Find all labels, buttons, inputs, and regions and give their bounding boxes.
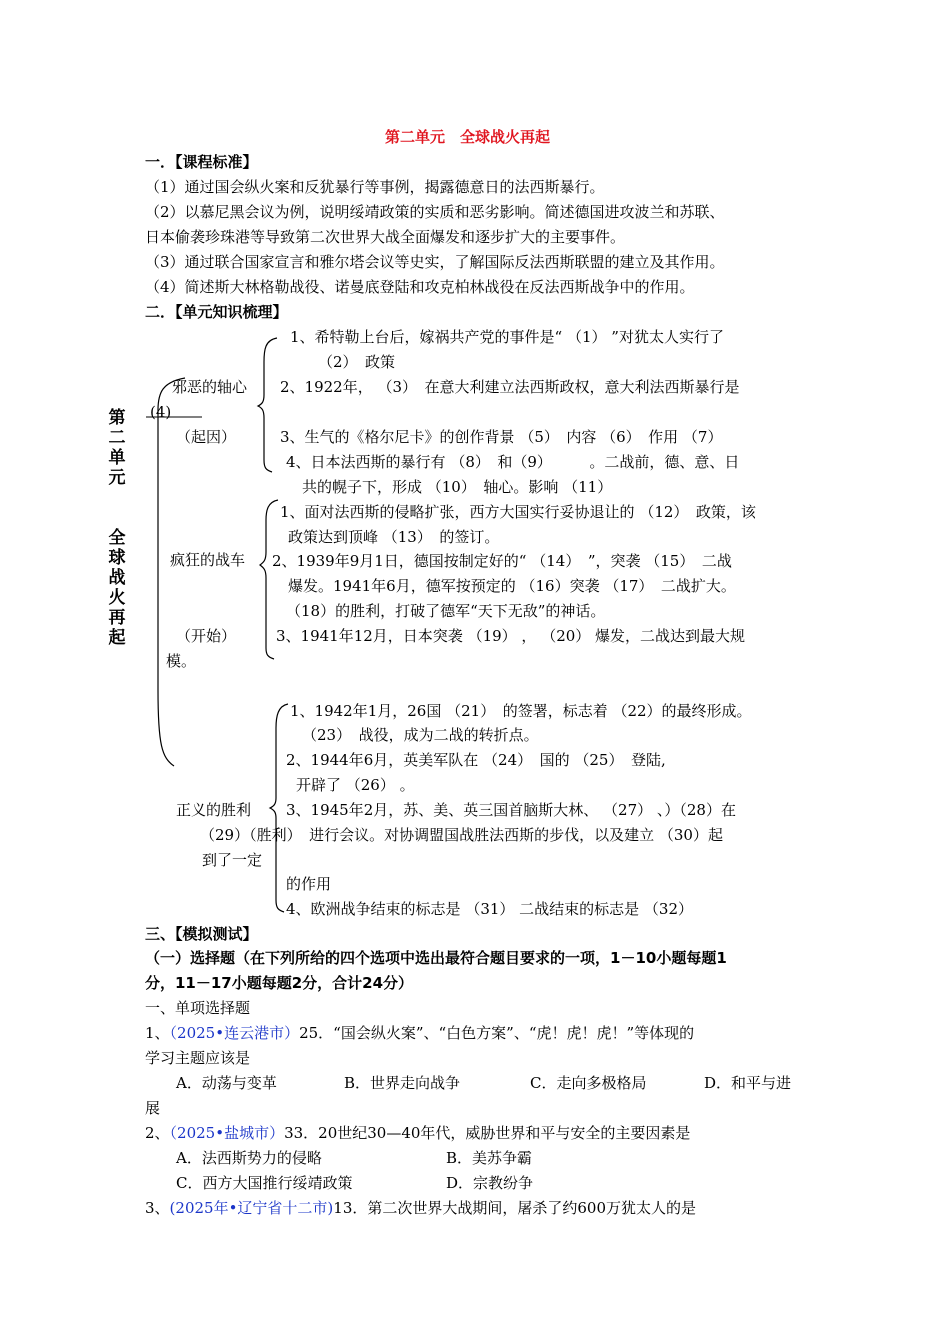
branch2-line: 政策达到顶峰 （13） 的签订。 xyxy=(288,528,500,546)
branch1-line: 共的幌子下，形成 （10） 轴心。影响 （11） xyxy=(302,478,613,496)
question-source: （2025•连云港市） xyxy=(169,1024,300,1042)
question-text: 13．第二次世界大战期间，屠杀了约600万犹太人的是 xyxy=(333,1199,697,1217)
question-text: 25．“国会纵火案”、“白色方案”、“虎！虎！虎！”等体现的 xyxy=(299,1024,695,1042)
branch2-line: 2、1939年9月1日，德国按制定好的“ （14） ”，突袭 （15） 二战 xyxy=(272,552,732,570)
branch3-line: （29）（胜利） 进行会议。对协调盟国战胜法西斯的步伐，以及建立 （30）起 xyxy=(200,826,723,844)
question-source: (2025年•辽宁省十二市) xyxy=(169,1199,334,1217)
branch1-line: 4、日本法西斯的暴行有 （8） 和（9） 。二战前，德、意、日 xyxy=(286,453,740,471)
question-number: 2、 xyxy=(145,1124,170,1142)
option-c: C．走向多极格局 xyxy=(530,1074,647,1092)
branch-sub-start: （开始） xyxy=(176,627,237,645)
question-type: 一、单项选择题 xyxy=(145,999,251,1017)
branch3-line: 的作用 xyxy=(286,875,332,893)
branch3-line: （23） 战役，成为二战的转折点。 xyxy=(302,726,539,744)
branch1-line: 2、1922年， （3） 在意大利建立法西斯政权，意大利法西斯暴行是 xyxy=(280,378,740,396)
branch-label-evil-axis: 邪恶的轴心 xyxy=(172,378,248,396)
branch-label-war-machine: 疯狂的战车 xyxy=(170,551,246,569)
branch2-tail: 模。 xyxy=(166,652,197,670)
question-number: 1、 xyxy=(145,1024,170,1042)
page-title: 第二单元 全球战火再起 xyxy=(385,128,551,146)
option-a: A．动荡与变革 xyxy=(176,1074,277,1092)
question-text: 33．20世纪30—40年代，威胁世界和平与安全的主要因素是 xyxy=(284,1124,691,1142)
branch3-line: 开辟了 （26） 。 xyxy=(296,776,415,794)
question-number: 3、 xyxy=(145,1199,170,1217)
branch2-line: （18）的胜利，打破了德军“天下无敌”的神话。 xyxy=(286,602,606,620)
option-a: A．法西斯势力的侵略 xyxy=(176,1149,322,1167)
question-text-cont: 学习主题应该是 xyxy=(145,1049,251,1067)
branch3-line: 3、1945年2月，苏、美、英三国首脑斯大林、 （27） 、）（28）在 xyxy=(286,801,736,819)
option-c: C．西方大国推行绥靖政策 xyxy=(176,1174,353,1192)
branch3-line: 1、1942年1月，26国 （21） 的签署，标志着 （22）的最终形成。 xyxy=(290,702,752,720)
branch2-line: 1、面对法西斯的侵略扩张，西方大国实行妥协退让的 （12） 政策，该 xyxy=(280,503,756,521)
option-d: D．和平与进 xyxy=(704,1074,792,1092)
section-heading-test: 三、【模拟测试】 xyxy=(145,925,258,943)
branch1-line: （2） 政策 xyxy=(318,353,396,371)
branch-label-just-victory: 正义的胜利 xyxy=(176,801,252,819)
option-b: B．美苏争霸 xyxy=(446,1149,533,1167)
option-d-cont: 展 xyxy=(145,1099,161,1117)
test-instructions: （一）选择题（在下列所给的四个选项中选出最符合题目要求的一项，1－10小题每题1 xyxy=(145,949,727,967)
branch1-line: 3、生气的《格尔尼卡》的创作背景 （5） 内容 （6） 作用 （7） xyxy=(280,428,723,446)
option-b: B．世界走向战争 xyxy=(344,1074,461,1092)
question-1 xyxy=(145,1021,694,1045)
branch3-line: 4、欧洲战争结束的标志是 （31） 二战结束的标志是 （32） xyxy=(286,900,694,918)
branch1-line: 1、希特勒上台后，嫁祸共产党的事件是“ （1） ”对犹太人实行了 xyxy=(290,328,724,346)
question-3 xyxy=(145,1196,696,1220)
standard-item: （1）通过国会纵火案和反犹暴行等事例，揭露德意日的法西斯暴行。 xyxy=(145,178,605,196)
branch3-line: 到了一定 xyxy=(202,851,263,869)
unit-vertical-title-a: 第二单元 xyxy=(108,408,126,488)
branch3-line: 2、1944年6月，英美军队在 （24） 国的 （25） 登陆, xyxy=(286,751,666,769)
unit-vertical-title-b: 全球战火再起 xyxy=(108,528,126,648)
standard-item: （2）以慕尼黑会议为例，说明绥靖政策的实质和恶劣影响。简述德国进攻波兰和苏联、 xyxy=(145,203,725,221)
standard-item: （3）通过联合国家宣言和雅尔塔会议等史实，了解国际反法西斯联盟的建立及其作用。 xyxy=(145,253,725,271)
blank-4: (4) xyxy=(150,403,172,421)
branch-sub-cause: （起因） xyxy=(176,428,237,446)
question-2 xyxy=(145,1121,690,1145)
option-d: D．宗教纷争 xyxy=(446,1174,534,1192)
section-heading-knowledge: 二．【单元知识梳理】 xyxy=(145,303,288,321)
question-source: （2025•盐城市） xyxy=(169,1124,285,1142)
branch2-line: 爆发。1941年6月，德军按预定的 （16）突袭 （17） 二战扩大。 xyxy=(288,577,736,595)
branch2-line: 3、1941年12月，日本突袭 （19） ， （20） 爆发，二战达到最大规 xyxy=(276,627,746,645)
standard-item: 日本偷袭珍珠港等导致第二次世界大战全面爆发和逐步扩大的主要事件。 xyxy=(145,228,626,246)
test-instructions: 分，11－17小题每题2分，合计24分） xyxy=(145,974,414,992)
standard-item: （4）简述斯大林格勒战役、诺曼底登陆和攻克柏林战役在反法西斯战争中的作用。 xyxy=(145,278,695,296)
section-heading-standards: 一．【课程标准】 xyxy=(145,153,258,171)
